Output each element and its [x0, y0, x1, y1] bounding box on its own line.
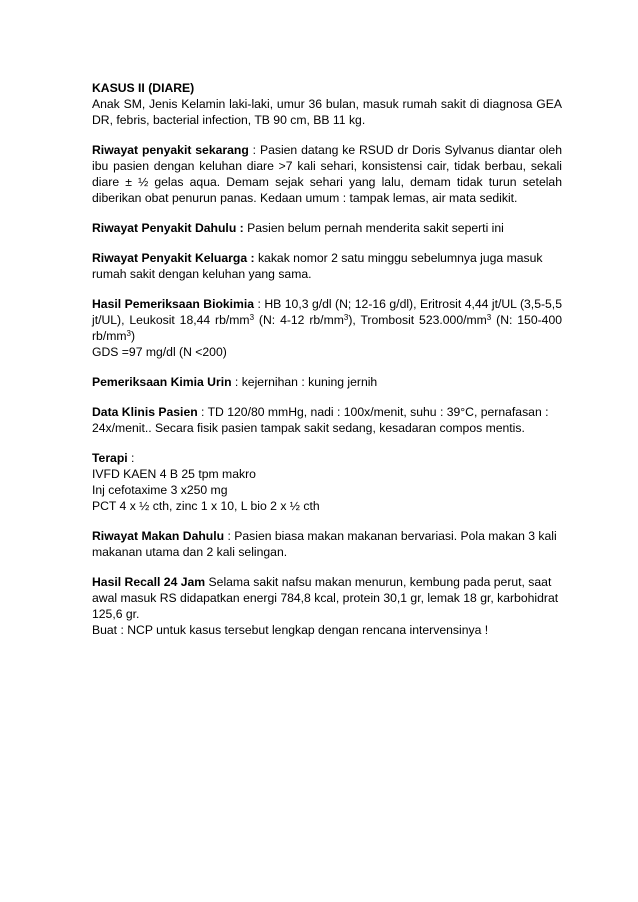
family-history-heading: Riwayat Penyakit Keluarga : [92, 251, 255, 265]
biochem-text-4: (N: 150-400 rb/mm [92, 313, 562, 343]
therapy-block [92, 450, 562, 514]
biochem-text-1: : HB 10,3 g/dl (N; 12-16 g/dl), Eritrosit 4,44 jt/UL (3,5-5,5 jt/UL), Leukosit 18,44 rb/mm [92, 297, 562, 327]
therapy-heading: Terapi [92, 451, 128, 465]
biochem-text-3: ), Trombosit 523.000/mm [348, 313, 487, 327]
therapy-colon: : [127, 451, 135, 465]
superscript: 3 [486, 313, 492, 322]
urine-text: : kejernihan : kuning jernih [231, 375, 378, 389]
family-history-text: kakak nomor 2 satu minggu sebelumnya juga masuk rumah sakit dengan keluhan yang sama. [92, 251, 543, 281]
therapy-line: IVFD KAEN 4 B 25 tpm makro [92, 467, 256, 481]
clinical-text: : TD 120/80 mmHg, nadi : 100x/menit, suhu : 39°C, pernafasan : 24x/menit.. Secara fisik pasien tampak sakit sedang, kesadaran compos mentis. [92, 405, 549, 435]
case-intro-block [92, 80, 562, 128]
biochem-text-2: (N: 4-12 rb/mm [254, 313, 344, 327]
gds-line: GDS =97 mg/dl (N <200) [92, 345, 227, 359]
biochem-heading: Hasil Pemeriksaan Biokimia [92, 297, 255, 311]
current-history-text: : Pasien datang ke RSUD dr Doris Sylvanus diantar oleh ibu pasien dengan keluhan diare >7 kali sehari, konsistensi cair, tidak berbau, sekali diare ± ½ gelas aqua. Demam sejak sehari yang lalu, demam tidak turun setelah diberikan obat penurun panas. Kedaan umum : tampak lemas, air mata sedikit. [92, 143, 562, 205]
past-history-heading: Riwayat Penyakit Dahulu : [92, 221, 244, 235]
biochem-text-5: ) [130, 329, 136, 343]
superscript: 3 [343, 313, 349, 322]
recall-text: Selama sakit nafsu makan menurun, kembung pada perut, saat awal masuk RS didapatkan energi 784,8 kcal, protein 30,1 gr, lemak 18 gr, karbohidrat 125,6 gr. [92, 575, 559, 621]
past-history-text: Pasien belum pernah menderita sakit seperti ini [243, 221, 504, 235]
task-line: Buat : NCP untuk kasus tersebut lengkap dengan rencana intervensinya ! [92, 623, 489, 637]
clinical-heading: Data Klinis Pasien [92, 405, 198, 419]
family-history-block [92, 250, 562, 282]
superscript: 3 [126, 329, 131, 338]
document-page [92, 80, 562, 652]
case-intro: Anak SM, Jenis Kelamin laki-laki, umur 36 bulan, masuk rumah sakit di diagnosa GEA DR, febris, bacterial infection, TB 90 cm, BB 11 kg. [92, 97, 562, 127]
diet-history-text: : Pasien biasa makan makanan bervariasi. Pola makan 3 kali makanan utama dan 2 kali selingan. [92, 529, 557, 559]
therapy-line: PCT 4 x ½ cth, zinc 1 x 10, L bio 2 x ½ cth [92, 499, 320, 513]
past-history-block [92, 220, 562, 236]
therapy-line: Inj cefotaxime 3 x250 mg [92, 483, 228, 497]
diet-history-block [92, 528, 562, 560]
current-history-heading: Riwayat penyakit sekarang [92, 143, 249, 157]
current-history-block [92, 142, 562, 206]
recall-block [92, 574, 562, 638]
case-title: KASUS II (DIARE) [92, 81, 195, 95]
urine-block [92, 374, 562, 390]
diet-history-heading: Riwayat Makan Dahulu [92, 529, 225, 543]
clinical-block [92, 404, 562, 436]
superscript: 3 [249, 313, 255, 322]
urine-heading: Pemeriksaan Kimia Urin [92, 375, 232, 389]
recall-heading: Hasil Recall 24 Jam [92, 575, 206, 589]
biochem-block [92, 296, 562, 360]
